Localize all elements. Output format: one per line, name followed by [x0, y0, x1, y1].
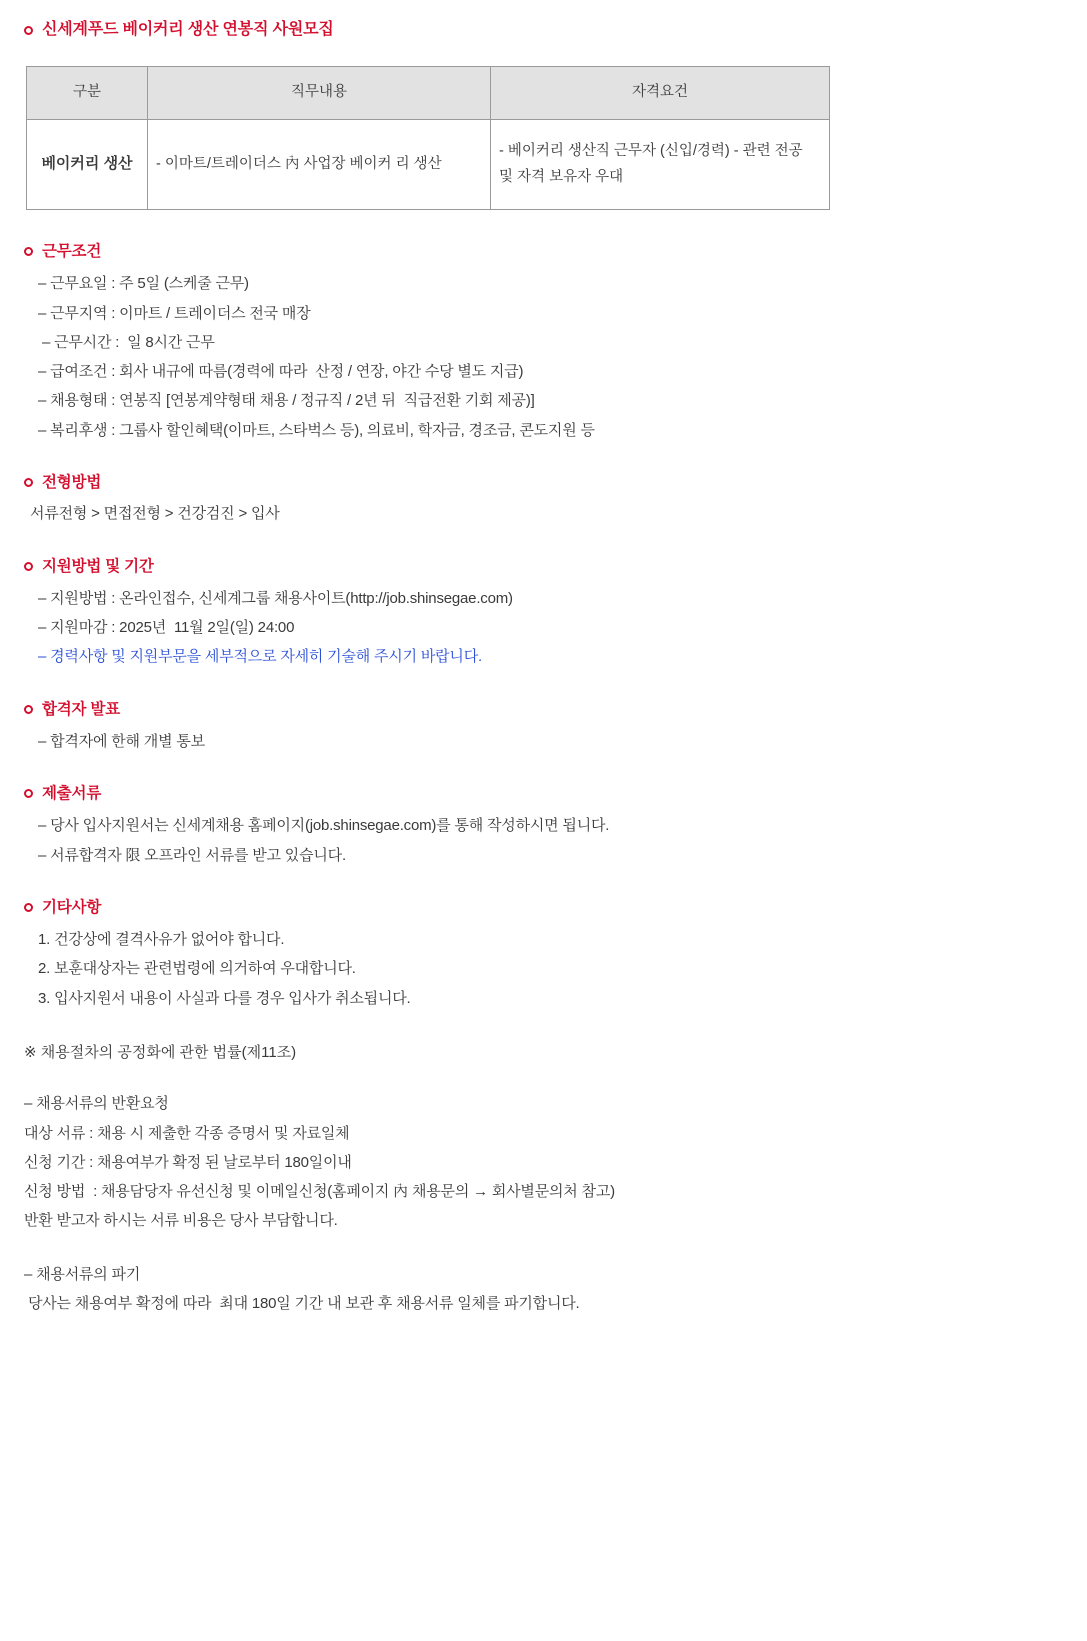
legal-block-return-request	[24, 1089, 1063, 1235]
legal-subtitle: – 채용서류의 파기	[24, 1265, 141, 1283]
section-heading	[24, 896, 1063, 919]
section-body	[24, 584, 1063, 672]
section-selection-process	[24, 471, 1063, 529]
section-line: – 서류합격자 限 오프라인 서류를 받고 있습니다.	[38, 846, 346, 864]
legal-block-destruction	[24, 1260, 1063, 1319]
section-line: 1. 건강상에 결격사유가 없어야 합니다.	[38, 931, 285, 948]
section-heading	[24, 782, 1063, 805]
legal-line: 신청 기간 : 채용여부가 확정 된 날로부터 180일이내	[24, 1153, 352, 1171]
section-line: – 급여조건 : 회사 내규에 따름(경력에 따라 산정 / 연장, 야간 수당 별도 지급)	[38, 363, 524, 380]
circle-bullet-icon	[24, 26, 33, 35]
section-line: – 합격자에 한해 개별 통보	[38, 732, 205, 750]
section-body	[24, 925, 1063, 1013]
section-heading-text: 제출서류	[42, 785, 102, 802]
page-title	[24, 18, 1063, 42]
circle-bullet-icon	[24, 562, 33, 571]
legal-line: 신청 방법 : 채용담당자 유선신청 및 이메일신청(홈페이지 內 채용문의 → 회사별문의처 참고)	[24, 1183, 615, 1200]
table-cell-requirements: - 베이커리 생산직 근무자 (신입/경력) - 관련 전공 및 자격 보유자 우대	[491, 120, 830, 210]
table-header-cell-category: 구분	[27, 67, 148, 120]
table-header-row	[27, 67, 830, 120]
section-heading-text: 기타사항	[42, 898, 102, 916]
section-working-conditions	[24, 240, 1063, 445]
section-line: – 지원방법 : 온라인접수, 신세계그룹 채용사이트(http://job.shinsegae.com)	[38, 589, 513, 607]
section-result-announcement	[24, 698, 1063, 757]
section-line: – 채용형태 : 연봉직 [연봉계약형태 채용 / 정규직 / 2년 뒤 직급전환 기회 제공)]	[38, 392, 535, 410]
legal-line: 대상 서류 : 채용 시 제출한 각종 증명서 및 자료일체	[24, 1124, 350, 1142]
section-heading	[24, 240, 1063, 263]
legal-line: 반환 받고자 하시는 서류 비용은 당사 부담합니다.	[24, 1212, 338, 1230]
selection-process-flow: 서류전형 > 면접전형 > 건강검진 > 입사	[30, 505, 280, 522]
section-line: – 근무요일 : 주 5일 (스케줄 근무)	[38, 275, 249, 293]
job-detail-table	[26, 66, 830, 210]
table-body	[27, 120, 830, 210]
section-line: 3. 입사지원서 내용이 사실과 다를 경우 입사가 취소됩니다.	[38, 989, 411, 1007]
section-heading-text: 근무조건	[42, 243, 102, 260]
section-required-documents	[24, 782, 1063, 870]
table-cell-category: 베이커리 생산	[27, 120, 148, 210]
section-line: – 당사 입사지원서는 신세계채용 홈페이지(job.shinsegae.com)를 통해 작성하시면 됩니다.	[38, 817, 610, 835]
section-body	[24, 727, 1063, 756]
circle-bullet-icon	[24, 705, 33, 714]
table-header-cell-duties: 직무내용	[148, 67, 491, 120]
page-title-text: 신세계푸드 베이커리 생산 연봉직 사원모집	[42, 21, 334, 38]
legal-subtitle: – 채용서류의 반환요청	[24, 1095, 169, 1113]
section-line: 2. 보훈대상자는 관련법령에 의거하여 우대합니다.	[38, 960, 356, 978]
circle-bullet-icon	[24, 789, 33, 798]
legal-line: 당사는 채용여부 확정에 따라 최대 180일 기간 내 보관 후 채용서류 일체를 파기합니다.	[24, 1294, 580, 1312]
section-line: – 근무시간 : 일 8시간 근무	[38, 333, 215, 351]
section-heading-text: 전형방법	[42, 473, 102, 491]
section-body	[24, 269, 1063, 445]
legal-title: ※ 채용절차의 공정화에 관한 법률(제11조)	[24, 1043, 297, 1061]
section-body	[24, 811, 1063, 870]
section-heading-text: 합격자 발표	[42, 700, 120, 718]
table-header	[27, 67, 830, 120]
section-heading	[24, 698, 1063, 721]
table-row	[27, 120, 830, 210]
section-line: – 근무지역 : 이마트 / 트레이더스 전국 매장	[38, 304, 311, 322]
section-heading	[24, 555, 1063, 578]
section-line: – 지원마감 : 2025년 11월 2일(일) 24:00	[38, 619, 295, 636]
section-line: – 복리후생 : 그룹사 할인혜택(이마트, 스타벅스 등), 의료비, 학자금, 경조금, 콘도지원 등	[38, 421, 595, 439]
section-heading	[24, 471, 1063, 494]
section-body	[24, 500, 1063, 529]
section-other-notes	[24, 896, 1063, 1013]
application-note: – 경력사항 및 지원부문을 세부적으로 자세히 기술해 주시기 바랍니다.	[38, 648, 482, 666]
section-application-method	[24, 555, 1063, 672]
table-cell-duties: - 이마트/트레이더스 內 사업장 베이커 리 생산	[148, 120, 491, 210]
circle-bullet-icon	[24, 478, 33, 487]
table-header-cell-requirements: 자격요건	[491, 67, 830, 120]
circle-bullet-icon	[24, 247, 33, 256]
section-heading-text: 지원방법 및 기간	[42, 557, 154, 575]
circle-bullet-icon	[24, 903, 33, 912]
